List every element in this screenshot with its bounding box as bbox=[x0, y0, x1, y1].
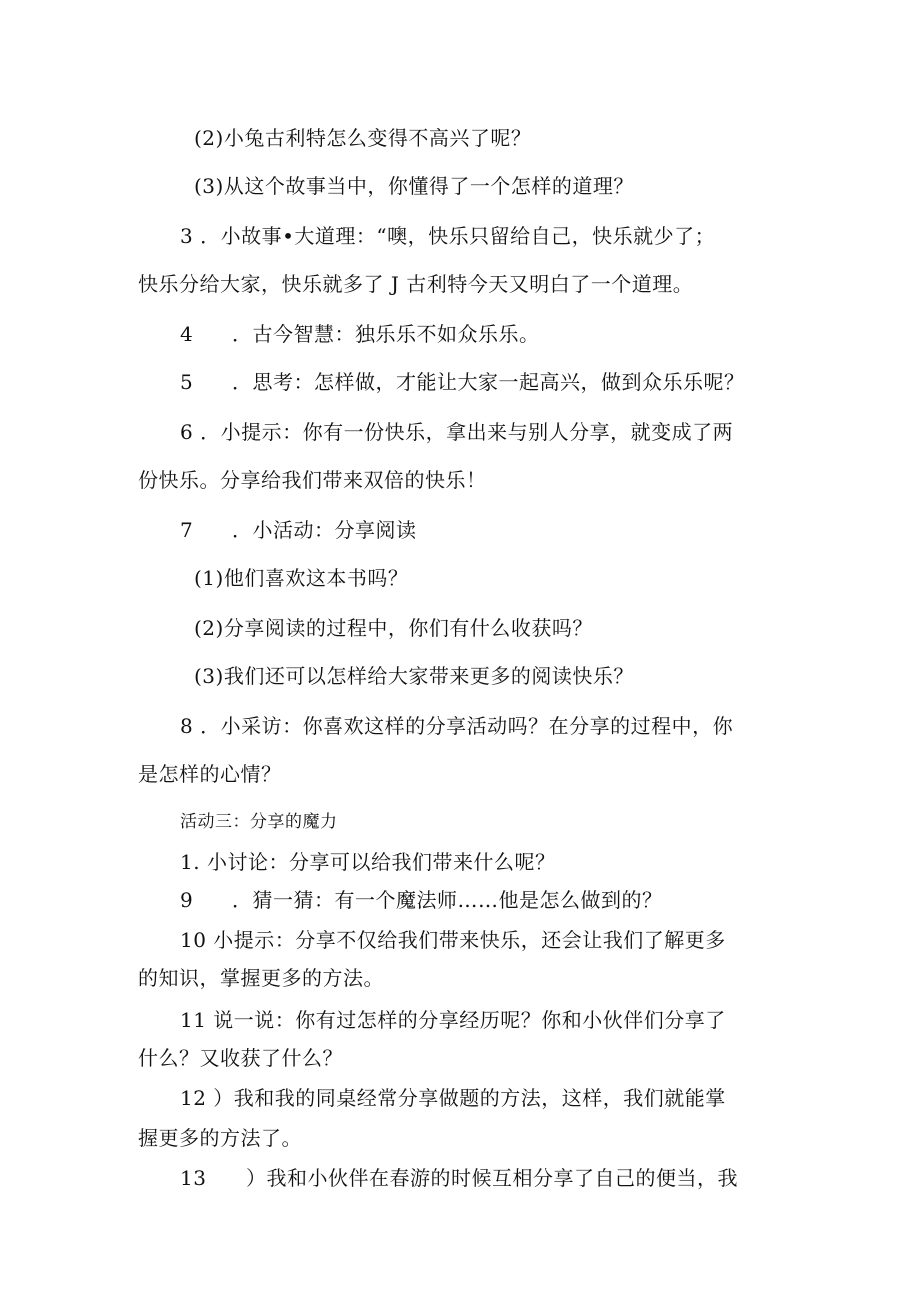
text-line: 是怎样的心情？ bbox=[138, 762, 282, 786]
text-line: (2)小兔古利特怎么变得不高兴了呢？ bbox=[194, 126, 532, 150]
text-line: (1)他们喜欢这本书吗？ bbox=[194, 566, 409, 590]
text-line: 3 ．小故事•大道理：“噢，快乐只留给自己，快乐就少了； bbox=[180, 224, 716, 248]
text-line: ．古今智慧：独乐乐不如众乐乐。 bbox=[232, 322, 540, 346]
list-number: 13 bbox=[180, 1166, 207, 1190]
text-line: 12 ）我和我的同桌经常分享做题的方法，这样，我们就能掌 bbox=[180, 1086, 726, 1110]
text-line: 1. 小讨论：分享可以给我们带来什么呢？ bbox=[180, 850, 556, 874]
list-number: 4 bbox=[180, 322, 194, 346]
text-line: 的知识，掌握更多的方法。 bbox=[138, 966, 384, 990]
text-line: 10 小提示：分享不仅给我们带来快乐，还会让我们了解更多 bbox=[180, 928, 726, 952]
text-line: 8 ．小采访：你喜欢这样的分享活动吗？在分享的过程中，你 bbox=[180, 714, 734, 738]
text-line: 握更多的方法了。 bbox=[138, 1126, 302, 1150]
text-line: (3)我们还可以怎样给大家带来更多的阅读快乐？ bbox=[194, 664, 634, 688]
text-line: 快乐分给大家，快乐就多了 J 古利特今天又明白了一个道理。 bbox=[138, 272, 694, 296]
text-line: (2)分享阅读的过程中，你们有什么收获吗？ bbox=[194, 616, 593, 640]
list-number: 9 bbox=[180, 888, 194, 912]
text-line: (3)从这个故事当中，你懂得了一个怎样的道理？ bbox=[194, 174, 634, 198]
list-number: 5 bbox=[180, 370, 194, 394]
list-number: 7 bbox=[180, 518, 194, 542]
text-line: 6 ．小提示：你有一份快乐，拿出来与别人分享，就变成了两 bbox=[180, 420, 734, 444]
text-line: 11 说一说：你有过怎样的分享经历呢？你和小伙伴们分享了 bbox=[180, 1008, 726, 1032]
section-heading: 活动三：分享的魔力 bbox=[180, 812, 338, 832]
text-line: ．猜一猜：有一个魔法师……他是怎么做到的？ bbox=[232, 888, 663, 912]
text-line: 什么？又收获了什么？ bbox=[138, 1046, 343, 1070]
text-line: ）我和小伙伴在春游的时候互相分享了自己的便当，我 bbox=[246, 1166, 738, 1190]
text-line: ．小活动：分享阅读 bbox=[232, 518, 417, 542]
text-line: ．思考：怎样做，才能让大家一起高兴，做到众乐乐呢？ bbox=[232, 370, 745, 394]
text-line: 份快乐。分享给我们带来双倍的快乐！ bbox=[138, 468, 487, 492]
